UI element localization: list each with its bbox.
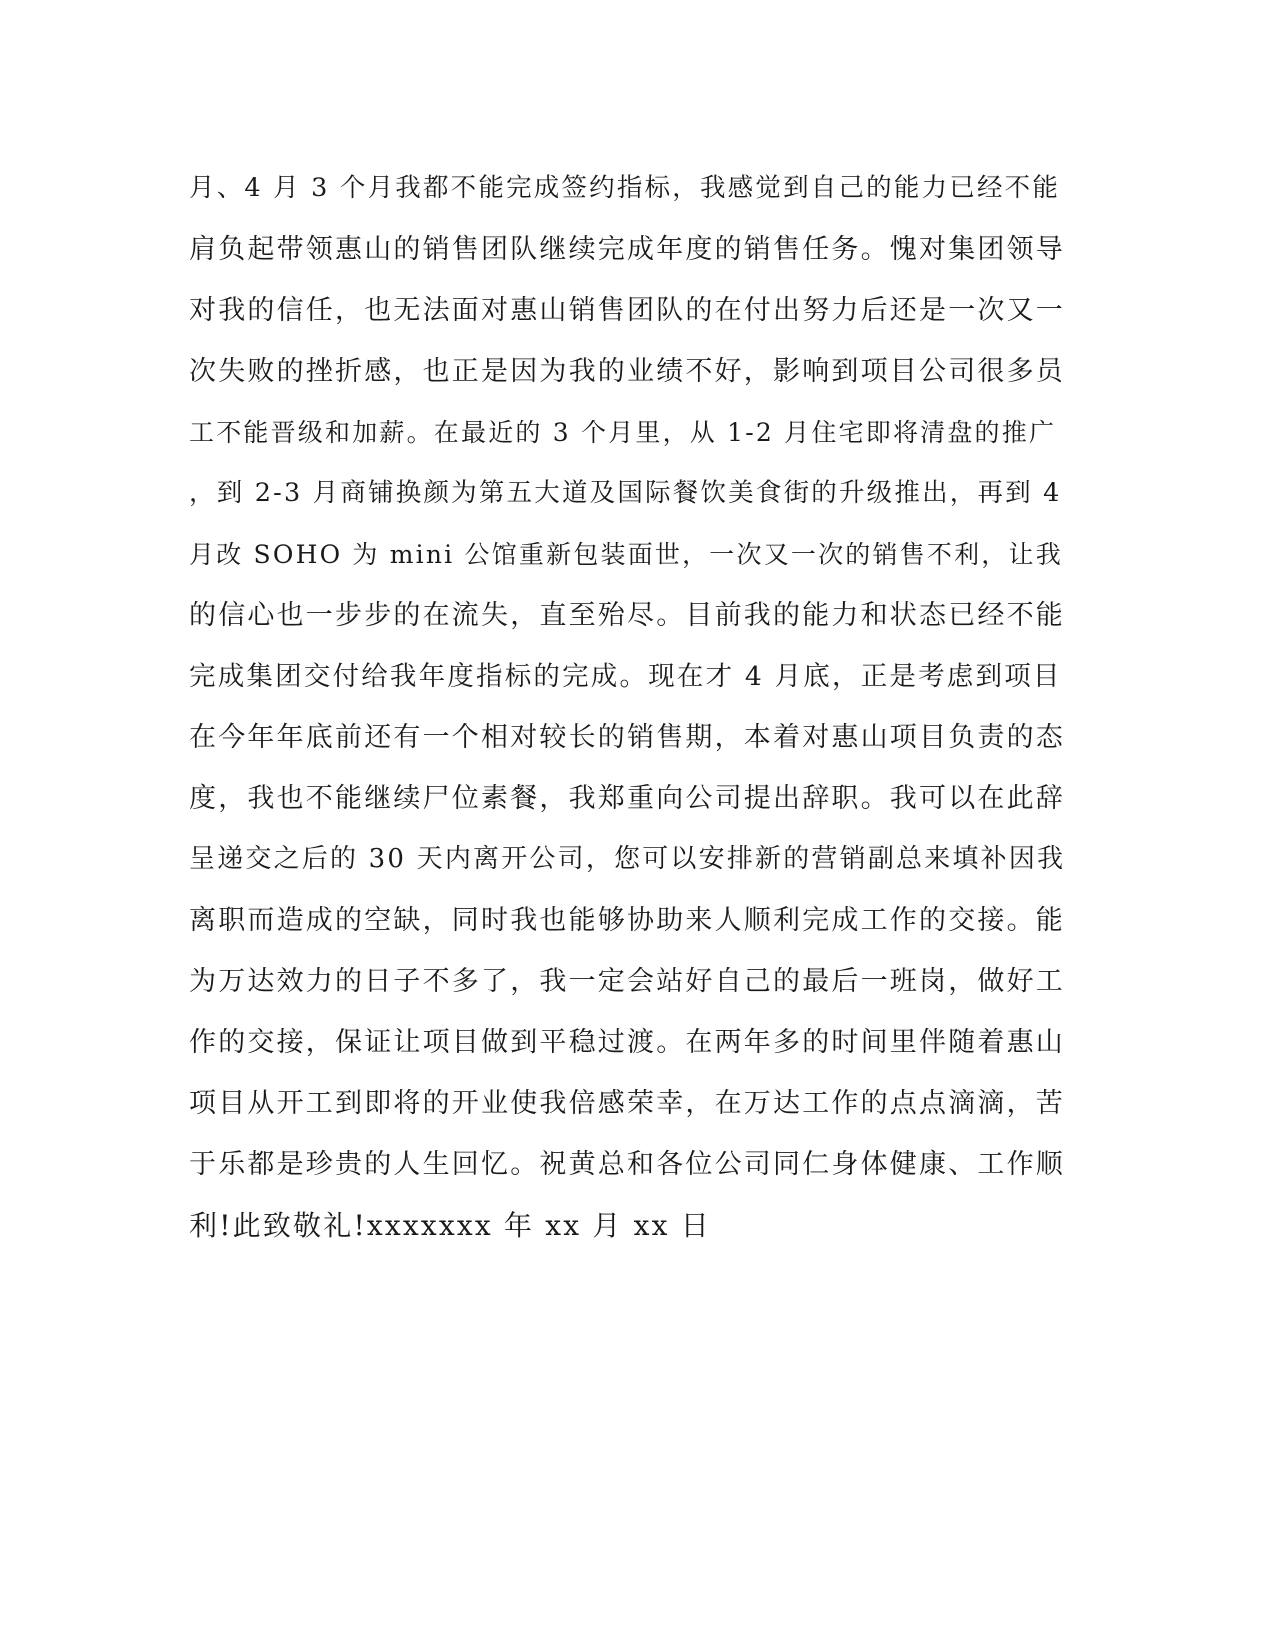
text-line-7: 月改 SOHO 为 mini 公馆重新包装面世，一次又一次的销售不利，让我 xyxy=(189,540,1063,569)
text-line-15: 作的交接，保证让项目做到平稳过渡。在两年多的时间里伴随着惠山 xyxy=(189,1027,1065,1058)
text-line-13: 离职而造成的空缺，同时我也能够协助来人顺利完成工作的交接。能 xyxy=(189,905,1065,936)
text-line-18-closing: 利!此致敬礼!xxxxxxx 年 xx 月 xx 日 xyxy=(189,1209,711,1242)
text-line-8: 的信心也一步步的在流失，直至殆尽。目前我的能力和状态已经不能 xyxy=(189,600,1065,631)
text-line-16: 项目从开工到即将的开业使我倍感荣幸，在万达工作的点点滴滴，苦 xyxy=(189,1088,1065,1119)
text-line-5: 工不能晋级和加薪。在最近的 3 个月里，从 1-2 月住宅即将清盘的推广 xyxy=(189,418,1057,447)
text-line-4: 次失败的挫折感，也正是因为我的业绩不好，影响到项目公司很多员 xyxy=(189,356,1065,387)
text-line-14: 为万达效力的日子不多了，我一定会站好自己的最后一班岗，做好工 xyxy=(189,966,1065,997)
text-line-1: 月、4 月 3 个月我都不能完成签约指标，我感觉到自己的能力已经不能 xyxy=(189,173,1061,203)
resignation-letter-body xyxy=(189,158,1069,1256)
text-line-11: 度，我也不能继续尸位素餐，我郑重向公司提出辞职。我可以在此辞 xyxy=(189,783,1065,814)
text-line-9: 完成集团交付给我年度指标的完成。现在才 4 月底，正是考虑到项目 xyxy=(189,661,1062,692)
text-line-6: ，到 2-3 月商铺换颜为第五大道及国际餐饮美食街的升级推出，再到 4 xyxy=(189,478,1062,508)
text-line-12: 呈递交之后的 30 天内离开公司，您可以安排新的营销副总来填补因我 xyxy=(189,844,1066,874)
text-line-2: 肩负起带领惠山的销售团队继续完成年度的销售任务。愧对集团领导 xyxy=(189,234,1065,265)
text-line-3: 对我的信任，也无法面对惠山销售团队的在付出努力后还是一次又一 xyxy=(189,295,1065,326)
text-line-17: 于乐都是珍贵的人生回忆。祝黄总和各位公司同仁身体健康、工作顺 xyxy=(189,1149,1065,1180)
text-line-10: 在今年年底前还有一个相对较长的销售期，本着对惠山项目负责的态 xyxy=(189,722,1065,753)
